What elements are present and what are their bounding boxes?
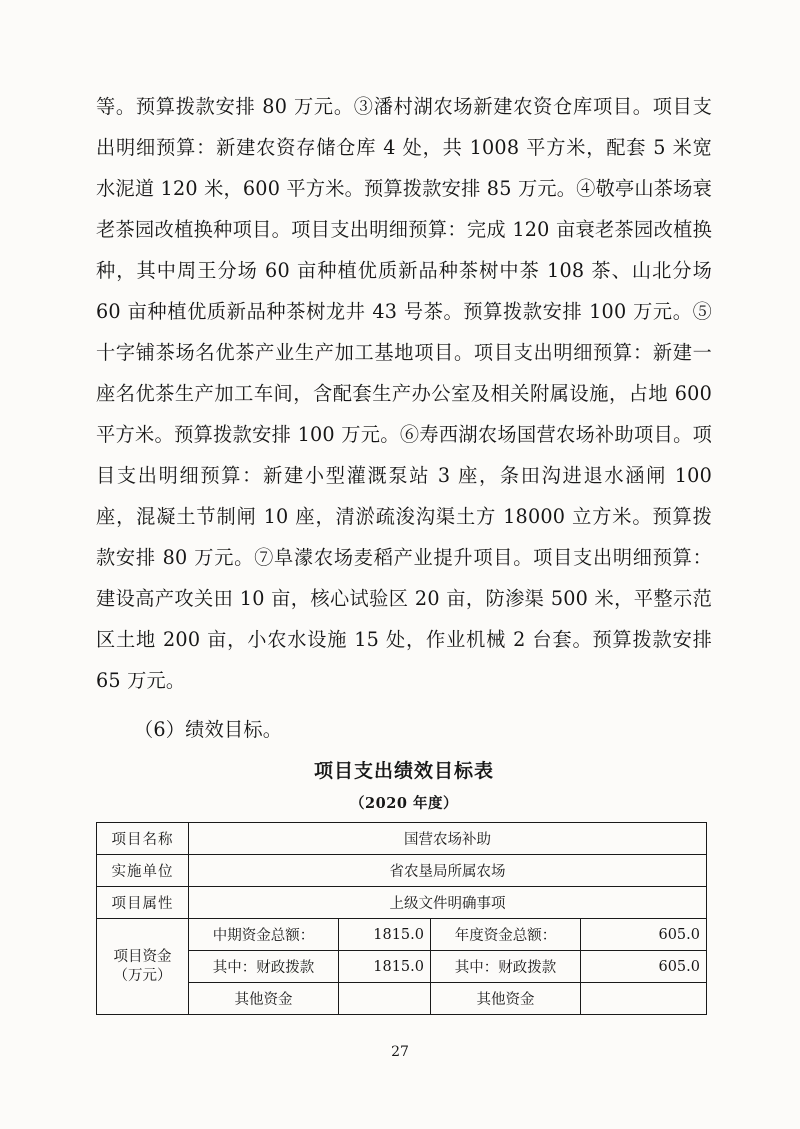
funds-left-label-1: 其中：财政拨款 [189, 951, 339, 983]
row-label-project-attribute: 项目属性 [97, 887, 189, 919]
body-paragraph: 等。预算拨款安排 80 万元。③潘村湖农场新建农资仓库项目。项目支出明细预算：新建农资存储仓库 4 处，共 1008 平方米，配套 5 米宽水泥道 120 米，600 平方米。预算拨款安排 85 万元。④敬亭山茶场衰老茶园改植换种项目。项目支出明细预算：完成 120 亩衰老茶园改植换种，其中周王分场 60 亩种植优质新品种茶树中茶 108 茶、山北分场 60 亩种植优质新品种茶树龙井 43 号茶。预算拨款安排 100 万元。⑤十字铺茶场名优茶产业生产加工基地项目。项目支出明细预算：新建一座名优茶生产加工车间，含配套生产办公室及相关附属设施，占地 600 平方米。预算拨款安排 100 万元。⑥寿西湖农场国营农场补助项目。项目支出明细预算：新建小型灌溉泵站 3 座，条田沟进退水涵闸 100 座，混凝土节制闸 10 座，清淤疏浚沟渠土方 18000 立方米。预算拨款安排 80 万元。⑦阜濛农场麦稻产业提升项目。项目支出明细预算：建设高产攻关田 10 亩，核心试验区 20 亩，防渗渠 500 米，平整示范区土地 200 亩，小农水设施 15 处，作业机械 2 台套。预算拨款安排 65 万元。 [96, 95, 712, 692]
table-row [97, 951, 707, 983]
page-number: 27 [391, 1044, 409, 1060]
funds-label-line1: 项目资金 [113, 948, 172, 965]
document-content [96, 86, 712, 1015]
funds-label-line2: （万元） [113, 967, 172, 984]
funds-left-value-2 [339, 983, 431, 1015]
table-row [97, 919, 707, 951]
funds-left-value-0: 1815.0 [339, 919, 431, 951]
table-row [97, 855, 707, 887]
funds-right-value-0: 605.0 [581, 919, 707, 951]
funds-left-label-0: 中期资金总额： [189, 919, 339, 951]
section-heading: （6）绩效目标。 [134, 718, 283, 741]
table-row [97, 887, 707, 919]
table-title: 项目支出绩效目标表 [313, 760, 494, 782]
row-value-project-name: 国营农场补助 [189, 823, 707, 855]
table-row [97, 823, 707, 855]
row-label-implementing-unit: 实施单位 [97, 855, 189, 887]
funds-left-value-1: 1815.0 [339, 951, 431, 983]
row-label-project-funds [97, 919, 189, 1015]
funds-right-label-1: 其中：财政拨款 [431, 951, 581, 983]
funds-right-value-2 [581, 983, 707, 1015]
funds-left-label-2: 其他资金 [189, 983, 339, 1015]
row-value-project-attribute: 上级文件明确事项 [189, 887, 707, 919]
table-row [97, 983, 707, 1015]
performance-target-table [96, 822, 707, 1015]
row-label-project-name: 项目名称 [97, 823, 189, 855]
funds-right-value-1: 605.0 [581, 951, 707, 983]
table-subtitle: （2020 年度） [350, 795, 458, 812]
funds-right-label-2: 其他资金 [431, 983, 581, 1015]
funds-right-label-0: 年度资金总额： [431, 919, 581, 951]
row-value-implementing-unit: 省农垦局所属农场 [189, 855, 707, 887]
